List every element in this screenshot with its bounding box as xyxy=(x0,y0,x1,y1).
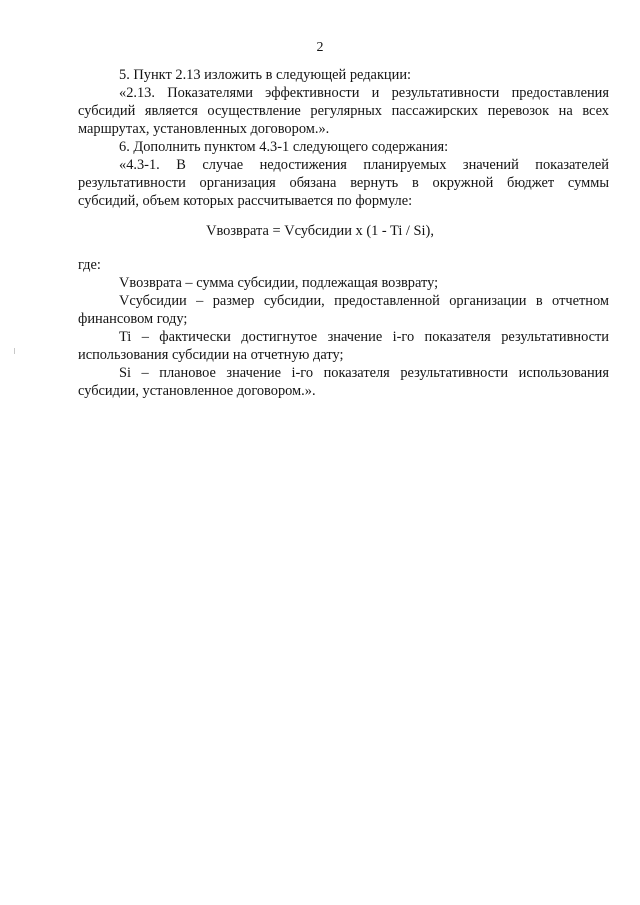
page-number: 2 xyxy=(316,40,324,55)
formula: Vвозврата = Vсубсидии x (1 - Ti / Si), xyxy=(206,223,434,239)
definition-ti-line-1: Ti – фактически достигнутое значение i-го показателя результативности xyxy=(119,329,609,345)
definition-ti-line-2: использования субсидии на отчетную дату; xyxy=(78,347,344,363)
definition-v-subsidy-line-2: финансовом году; xyxy=(78,311,188,327)
margin-mark xyxy=(14,348,15,354)
paragraph-6-heading: 6. Дополнить пунктом 4.3-1 следующего содержания: xyxy=(119,139,449,155)
paragraph-4-3-1-line-1: «4.3-1. В случае недостижения планируемых значений показателей xyxy=(119,157,609,173)
definition-v-return: Vвозврата – сумма субсидии, подлежащая возврату; xyxy=(119,275,439,291)
definition-v-subsidy-line-1: Vсубсидии – размер субсидии, предоставленной организации в отчетном xyxy=(119,293,609,309)
definition-si-line-2: субсидии, установленное договором.». xyxy=(78,383,316,399)
paragraph-2-13-line-2: субсидий является осуществление регулярных пассажирских перевозок на всех xyxy=(78,103,609,119)
paragraph-4-3-1-line-3: субсидий, объем которых рассчитывается по формуле: xyxy=(78,193,413,209)
paragraph-4-3-1-line-2: результативности организация обязана вернуть в окружной бюджет суммы xyxy=(78,175,609,191)
where-label: где: xyxy=(78,257,101,273)
definition-si-line-1: Si – плановое значение i-го показателя результативности использования xyxy=(119,365,609,381)
paragraph-2-13-line-3: маршрутах, установленных договором.». xyxy=(78,121,330,137)
paragraph-5-heading: 5. Пункт 2.13 изложить в следующей редакции: xyxy=(119,67,412,83)
paragraph-2-13-line-1: «2.13. Показателями эффективности и результативности предоставления xyxy=(119,85,609,101)
